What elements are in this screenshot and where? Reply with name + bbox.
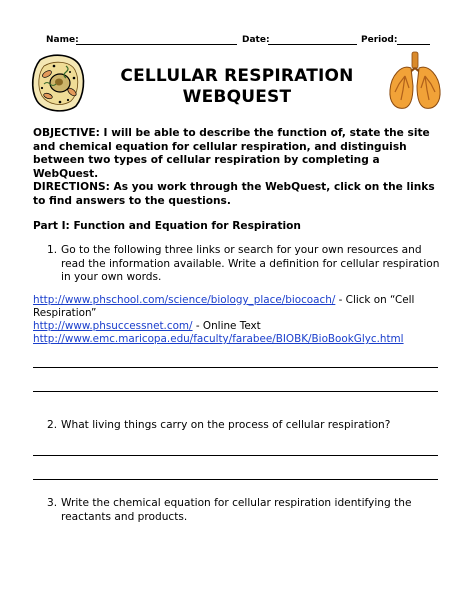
name-line[interactable]	[76, 44, 237, 45]
date-line[interactable]	[268, 44, 357, 45]
date-label: Date:	[242, 35, 270, 45]
period-label: Period:	[361, 35, 398, 45]
link-row-3	[33, 333, 404, 347]
question-2-text: What living things carry on the process of cellular respiration?	[61, 419, 391, 431]
page-title-line2: WEBQUEST	[182, 87, 292, 107]
link-1-note: - Click on “Cell	[335, 294, 415, 306]
answer-line[interactable]	[33, 455, 438, 456]
page-title: CELLULAR RESPIRATION	[120, 66, 354, 86]
link-2-note: - Online Text	[192, 320, 261, 332]
link-phsuccessnet[interactable]: http://www.phsuccessnet.com/	[33, 320, 193, 332]
link-row-2	[33, 320, 261, 334]
period-line[interactable]	[397, 44, 430, 45]
question-1-text: Go to the following three links or search for your own resources and read the information available. Write a definition for cellular respiration in your own words.	[61, 244, 440, 283]
question-2-number: 2.	[47, 419, 58, 431]
answer-line[interactable]	[33, 479, 438, 480]
answer-line[interactable]	[33, 367, 438, 368]
part1-heading: Part I: Function and Equation for Respiration	[33, 220, 301, 232]
link-row-1	[33, 294, 414, 308]
answer-line[interactable]	[33, 391, 438, 392]
link-phschool[interactable]: http://www.phschool.com/science/biology_place/biocoach/	[33, 294, 336, 306]
question-3-number: 3.	[47, 497, 58, 509]
link-1-note2: Respiration”	[33, 307, 97, 319]
question-3-text: Write the chemical equation for cellular respiration identifying the reactants and products.	[61, 497, 412, 523]
name-label: Name:	[46, 35, 79, 45]
question-1-number: 1.	[47, 244, 58, 256]
objective-paragraph: OBJECTIVE: I will be able to describe the function of, state the site and chemical equation for cellular respiration, and distinguish between two types of cellular respiration by completing a WebQuest.	[33, 127, 430, 180]
directions-paragraph: DIRECTIONS: As you work through the WebQuest, click on the links to find answers to the questions.	[33, 181, 435, 207]
link-maricopa[interactable]: http://www.emc.maricopa.edu/faculty/farabee/BIOBK/BioBookGlyc.html	[33, 333, 404, 345]
